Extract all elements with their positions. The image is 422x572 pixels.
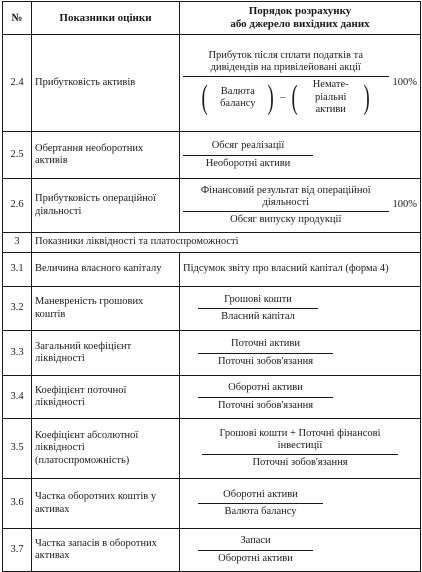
formula-numerator: Обсяг реалізації	[211, 140, 285, 152]
table-row	[3, 529, 421, 572]
formula-cell	[180, 35, 421, 132]
row-number: 3.1	[3, 253, 32, 287]
formula-cell	[180, 331, 421, 376]
indicator-name: Маневреність грошових коштів	[32, 287, 180, 331]
formula-fraction	[198, 294, 318, 323]
formula-fraction	[183, 185, 389, 226]
formula-denominator: Поточні зобов'язання	[217, 399, 314, 411]
row-number: 2.6	[3, 179, 32, 233]
formula-numerator: Оборотні активи	[223, 488, 298, 500]
formula-cell	[180, 179, 421, 233]
open-paren: (	[291, 78, 299, 116]
table-row	[3, 419, 421, 479]
formula-fraction	[202, 428, 398, 469]
table-header-row	[3, 2, 421, 35]
header-indicator: Показники оцінки	[32, 2, 180, 35]
formula-denominator: Власний капітал	[221, 311, 295, 322]
percent-multiplier: 100%	[392, 199, 417, 211]
table-row	[3, 376, 421, 419]
formula-numerator: Оборотні активи	[228, 382, 303, 394]
indicator-name: Величина власного капіталу	[32, 253, 180, 287]
table-row	[3, 479, 421, 529]
header-no: №	[3, 2, 32, 35]
formula-numerator: Грошові кошти	[224, 293, 292, 305]
indicator-name: Коефіцієнт абсолютної ліквідності (платоспроможність)	[32, 419, 180, 479]
formula-cell	[180, 132, 421, 179]
formula-cell	[180, 529, 421, 572]
indicator-name: Обертання необоротних активів	[32, 132, 180, 179]
indicator-name: Прибутковість операційної діяльності	[32, 179, 180, 233]
header-method-line2: або джерело вихідних даних	[230, 18, 370, 30]
formula-fraction	[198, 489, 323, 518]
formula-fraction	[198, 382, 333, 411]
formula-cell	[180, 479, 421, 529]
indicator-name: Загальний коефіцієнт ліквідності	[32, 331, 180, 376]
formula-denominator	[197, 77, 374, 115]
formula-denominator: Поточні зобов'язання	[252, 457, 348, 469]
table-row	[3, 331, 421, 376]
formula-cell	[180, 419, 421, 479]
denominator-term-b: Немате-ріальні активи	[312, 79, 349, 115]
table-row	[3, 253, 421, 287]
formula-fraction	[198, 338, 333, 367]
formula-denominator: Обсяг випуску продукції	[230, 214, 342, 226]
open-paren: (	[202, 78, 209, 116]
table-row	[3, 287, 421, 331]
row-number: 3.5	[3, 419, 32, 479]
table-row	[3, 132, 421, 179]
formula-fraction	[183, 140, 313, 169]
formula-numerator: Фінансовий результат від операційної діяльності	[200, 184, 371, 208]
indicator-name: Частка запасів в оборотних активах	[32, 529, 180, 572]
table-row	[3, 179, 421, 233]
row-number: 2.5	[3, 132, 32, 179]
formula-fraction	[198, 535, 313, 564]
row-number: 3.7	[3, 529, 32, 572]
section-title: Показники ліквідності та платоспроможності	[32, 233, 421, 253]
row-number: 3.3	[3, 331, 32, 376]
close-paren: )	[267, 78, 274, 116]
close-paren: )	[363, 78, 370, 116]
indicator-name: Коефіцієнт поточної ліквідності	[32, 376, 180, 419]
formula-numerator: Запаси	[240, 535, 271, 547]
denominator-term-a: Валюта балансу	[220, 85, 256, 109]
row-number: 2.4	[3, 35, 32, 132]
formula-denominator: Поточні зобов'язання	[217, 355, 314, 367]
source-text: Підсумок звіту про власний капітал (форма 4)	[180, 253, 421, 287]
indicators-table	[2, 1, 421, 572]
formula-numerator: Прибуток після сплати податків та дивідендів на привілейовані акції	[208, 50, 364, 74]
formula-denominator: Необоротні активи	[205, 157, 291, 169]
percent-multiplier: 100%	[392, 76, 417, 88]
formula-numerator: Поточні активи	[231, 338, 300, 350]
formula-numerator: Грошові кошти + Поточні фінансові інвестиції	[219, 427, 381, 451]
row-number: 3.2	[3, 287, 32, 331]
formula-denominator: Валюта балансу	[224, 506, 297, 517]
indicator-name: Прибутковість активів	[32, 35, 180, 132]
formula-cell	[180, 287, 421, 331]
row-number: 3.6	[3, 479, 32, 529]
row-number: 3.4	[3, 376, 32, 419]
header-method	[180, 2, 421, 35]
header-method-line1: Порядок розрахунку	[248, 5, 352, 18]
section-number: 3	[3, 233, 32, 253]
formula-cell	[180, 376, 421, 419]
formula-denominator: Оборотні активи	[218, 552, 293, 564]
minus-sign: –	[280, 91, 286, 103]
indicator-name: Частка оборотних коштів у активах	[32, 479, 180, 529]
section-row	[3, 233, 421, 253]
formula-fraction	[183, 50, 389, 115]
table-row	[3, 35, 421, 132]
